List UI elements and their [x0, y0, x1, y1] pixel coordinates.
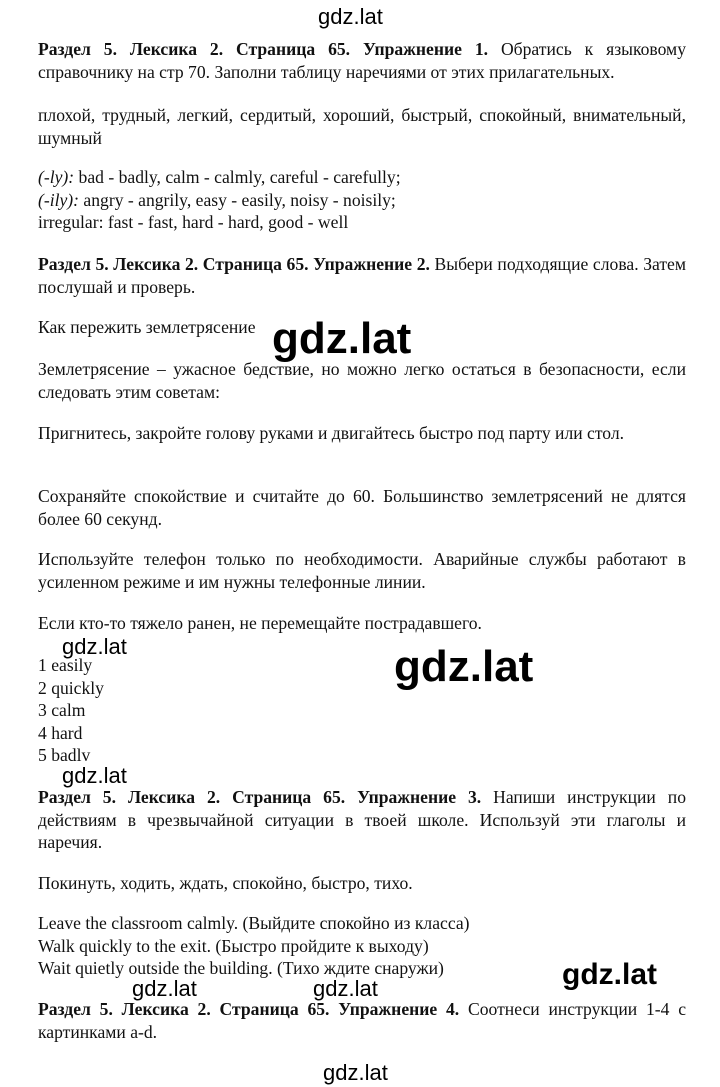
ex2-task-text: Выбери подходящие слова. Затем послушай и проверь. — [38, 254, 687, 297]
watermark: gdz.lat — [313, 976, 378, 1001]
ily-text: angry - angrily, easy - easily, noisy - noisily; — [79, 189, 396, 210]
ex3-answers — [38, 912, 686, 980]
list-item: 3 calm — [38, 700, 86, 720]
ly-text: bad - badly, calm - calmly, careful - carefully; — [74, 167, 401, 187]
watermark: gdz.lat — [394, 642, 534, 691]
ex3-heading: Раздел 5. Лексика 2. Страница 65. Упражнение 3. — [38, 787, 482, 807]
ex2-task — [38, 253, 686, 298]
ex1-words: плохой, трудный, легкий, сердитый, хороший, быстрый, спокойный, внимательный, шумный — [38, 105, 686, 148]
ex2-paragraph-2: Пригнитесь, закройте голову руками и двигайтесь быстро под парту или стол. — [38, 423, 625, 443]
ex3-words: Покинуть, ходить, ждать, спокойно, быстро, тихо. — [38, 873, 413, 893]
ex2-title: Как пережить землетрясение — [38, 317, 256, 337]
ex2-paragraph-5: Если кто-то тяжело ранен, не перемещайте пострадавшего. — [38, 613, 482, 633]
watermark: gdz.lat — [562, 958, 657, 991]
ex3-task — [38, 786, 686, 854]
ily-label: (-ily): — [38, 189, 80, 210]
list-item: 4 hard — [38, 722, 83, 743]
watermark: gdz.lat — [62, 763, 127, 788]
ex3-task-text: Напиши инструкции по действиям в чрезвычайной ситуации в твоей школе. Используй эти глаголы и наречия. — [38, 787, 686, 852]
ex2-paragraph-3: Сохраняйте спокойствие и считайте до 60. Большинство землетрясений не длятся более 60 секунд. — [38, 486, 686, 529]
list-item: 5 badlv — [38, 745, 91, 765]
list-item: Leave the classroom calmly. (Выйдите спокойно из класса) — [38, 913, 470, 933]
ex2-answer-list — [38, 654, 686, 767]
ly-label: (-ly): — [38, 167, 75, 187]
watermark: gdz.lat — [318, 4, 383, 29]
ex1-task — [38, 38, 686, 83]
ex2-paragraph-1: Землетрясение – ужасное бедствие, но можно легко остаться в безопасности, если следовать этим советам: — [38, 359, 686, 402]
ex4-task — [38, 998, 686, 1043]
ex4-heading: Раздел 5. Лексика 2. Страница 65. Упражнение 4. — [38, 999, 460, 1019]
ex1-answers — [38, 166, 686, 234]
watermark: gdz.lat — [323, 1060, 388, 1085]
list-item: 1 easily — [38, 655, 93, 675]
list-item: Wait quietly outside the building. (Тихо ждите снаружи) — [38, 958, 444, 978]
watermark: gdz.lat — [132, 976, 197, 1001]
irregular-text: irregular: fast - fast, hard - hard, good - well — [38, 212, 349, 232]
ex1-heading: Раздел 5. Лексика 2. Страница 65. Упражнение 1. — [38, 39, 489, 59]
ex2-paragraph-4: Используйте телефон только по необходимости. Аварийные службы работают в усиленном режиме и им нужны телефонные линии. — [38, 549, 686, 592]
list-item: Walk quickly to the exit. (Быстро пройдите к выходу) — [38, 935, 429, 956]
list-item: 2 quickly — [38, 677, 104, 698]
ex2-heading: Раздел 5. Лексика 2. Страница 65. Упражнение 2. — [38, 254, 430, 274]
ex1-task-text: Обратись к языковому справочнику на стр 70. Заполни таблицу наречиями от этих прилагательных. — [38, 39, 686, 82]
watermark: gdz.lat — [272, 314, 412, 363]
ex4-task-text: Соотнеси инструкции 1-4 с картинками a-d. — [38, 999, 686, 1042]
watermark: gdz.lat — [62, 634, 127, 659]
